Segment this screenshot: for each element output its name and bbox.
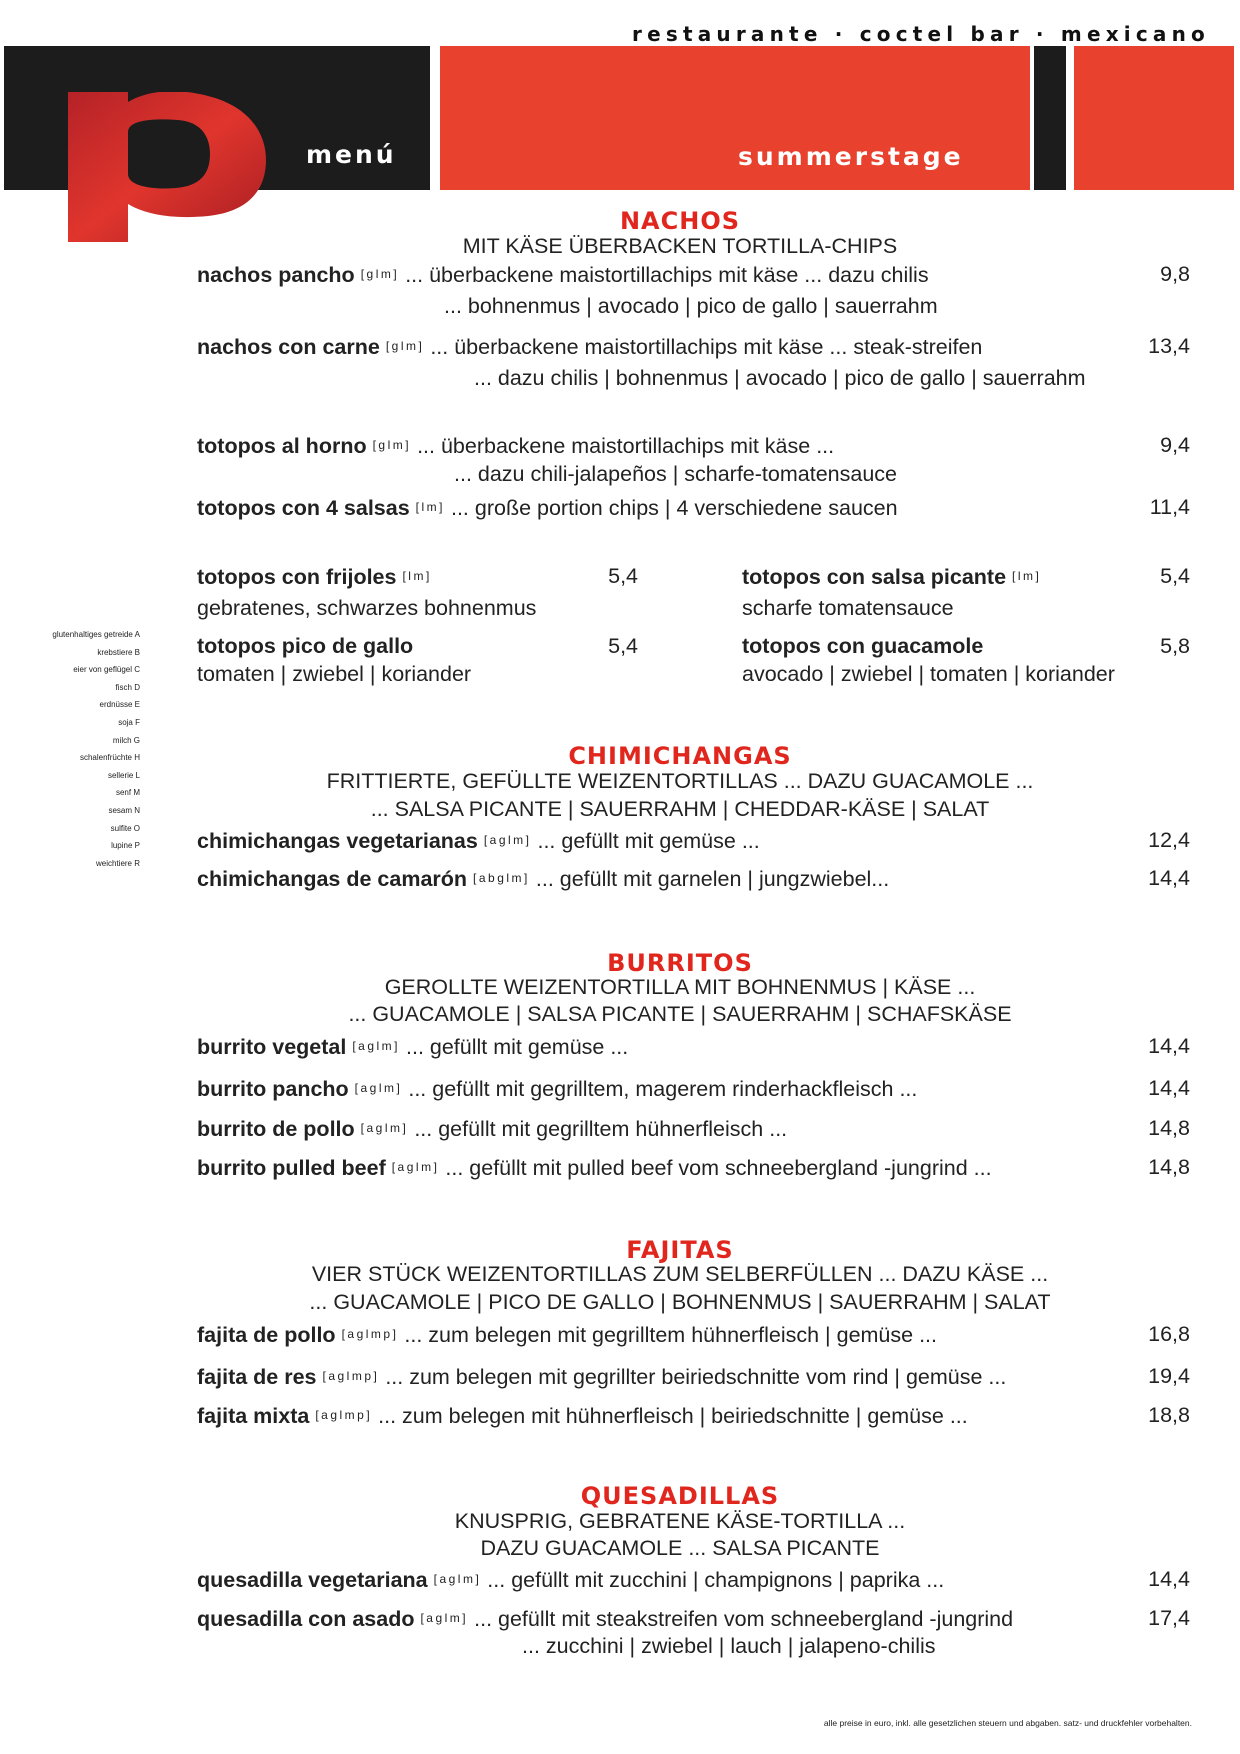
item-allergens: [aglmp]	[322, 1369, 380, 1383]
allergen-entry: soja F	[118, 717, 140, 727]
menu-item-burrito-pulled-beef	[197, 1154, 992, 1181]
section-title-fajitas: FAJITAS	[626, 1236, 734, 1264]
item-name: chimichangas de camarón	[197, 867, 468, 891]
item-description: ... gefüllt mit pulled beef vom schneebergland -jungrind ...	[445, 1156, 992, 1180]
item-description: ... zum belegen mit gegrilltem hühnerfleisch | gemüse ...	[404, 1323, 937, 1347]
item-price: 9,8	[1160, 262, 1190, 286]
item-price: 14,8	[1148, 1116, 1190, 1140]
menu-item-quesadilla-vegetariana	[197, 1566, 944, 1593]
section-title-nachos: NACHOS	[619, 207, 741, 235]
item-description: ... überbackene maistortillachips mit käse ...	[417, 434, 835, 458]
item-name: fajita mixta	[197, 1404, 310, 1428]
item-price: 12,4	[1148, 828, 1190, 852]
allergen-entry: glutenhaltiges getreide A	[52, 630, 140, 639]
item-price: 14,4	[1148, 1567, 1190, 1591]
allergen-entry: sesam N	[108, 805, 140, 815]
item-price: 13,4	[1148, 334, 1190, 358]
section-subtitle-chimichangas: FRITTIERTE, GEFÜLLTE WEIZENTORTILLAS ... DAZU GUACAMOLE ...	[326, 769, 1034, 793]
menu-item-totopos-con-frijoles	[197, 563, 432, 590]
item-allergens: [aglm]	[354, 1081, 403, 1095]
section-subtitle-fajitas: VIER STÜCK WEIZENTORTILLAS ZUM SELBERFÜLLEN ... DAZU KÄSE ...	[311, 1262, 1049, 1286]
menu-item-chimichangas-vegetarianas	[197, 827, 760, 854]
item-allergens: [glm]	[372, 438, 412, 452]
item-name: quesadilla con asado	[197, 1607, 415, 1631]
section-subtitle-fajitas-cont: ... GUACAMOLE | PICO DE GALLO | BOHNENMUS | SAUERRAHM | SALAT	[309, 1290, 1051, 1314]
allergen-entry: erdnüsse E	[99, 700, 140, 710]
item-description: ... überbackene maistortillachips mit käse ... dazu chilis	[405, 263, 929, 287]
item-description: ... gefüllt mit zucchini | champignons | paprika ...	[487, 1568, 945, 1592]
allergen-entry: fisch D	[115, 682, 140, 692]
allergen-entry: krebstiere B	[97, 647, 140, 657]
item-name: burrito de pollo	[197, 1117, 355, 1141]
section-title-chimichangas: CHIMICHANGAS	[568, 742, 792, 770]
menu-item-totopos-con-guacamole	[742, 633, 983, 659]
item-description-cont: ... dazu chilis | bohnenmus | avocado | pico de gallo | sauerrahm	[474, 366, 1086, 390]
item-allergens: [aglm]	[420, 1611, 469, 1625]
menu-item-burrito-de-pollo	[197, 1115, 787, 1142]
item-name: fajita de res	[197, 1365, 317, 1389]
item-name: nachos pancho	[197, 263, 355, 287]
item-allergens: [aglm]	[433, 1572, 482, 1586]
allergen-entry: schalenfrüchte H	[79, 753, 140, 763]
item-description-cont: ... zucchini | zwiebel | lauch | jalapeno-chilis	[522, 1634, 936, 1658]
header-band-red-right	[1074, 46, 1234, 190]
section-subtitle-burritos: GEROLLTE WEIZENTORTILLA MIT BOHNENMUS | KÄSE ...	[384, 975, 976, 999]
item-allergens: [glm]	[385, 339, 425, 353]
item-name: chimichangas vegetarianas	[197, 829, 478, 853]
item-allergens: [abglm]	[473, 871, 530, 885]
menu-item-totopos-con-salsa-picante	[742, 563, 1041, 590]
item-allergens: [aglm]	[391, 1160, 440, 1174]
item-price: 17,4	[1148, 1606, 1190, 1630]
item-description: ... zum belegen mit gegrillter beiriedschnitte vom rind | gemüse ...	[385, 1365, 1007, 1389]
menu-item-nachos-pancho	[197, 261, 929, 288]
menu-item-fajita-de-res	[197, 1363, 1006, 1390]
item-allergens: [aglm]	[352, 1039, 401, 1053]
item-description-cont: ... bohnenmus | avocado | pico de gallo | sauerrahm	[444, 294, 938, 318]
item-price: 16,8	[1148, 1322, 1190, 1346]
section-subtitle-quesadillas: KNUSPRIG, GEBRATENE KÄSE-TORTILLA ...	[454, 1509, 906, 1533]
item-description: tomaten | zwiebel | koriander	[197, 662, 472, 686]
section-title-quesadillas: QUESADILLAS	[580, 1482, 780, 1510]
item-description: ... gefüllt mit steakstreifen vom schneebergland -jungrind	[474, 1607, 1014, 1631]
item-description: ... zum belegen mit hühnerfleisch | beiriedschnitte | gemüse ...	[378, 1404, 968, 1428]
allergen-entry: milch G	[112, 735, 140, 745]
menu-item-fajita-mixta	[197, 1402, 968, 1429]
allergen-entry: weichtiere R	[95, 858, 140, 868]
item-price: 18,8	[1148, 1403, 1190, 1427]
item-allergens: [aglm]	[483, 833, 532, 847]
item-price: 14,8	[1148, 1155, 1190, 1179]
item-name: burrito pancho	[197, 1077, 349, 1101]
item-description: ... gefüllt mit gegrilltem, magerem rinderhackfleisch ...	[408, 1077, 918, 1101]
item-name: nachos con carne	[197, 335, 380, 359]
menu-item-burrito-pancho	[197, 1075, 917, 1102]
item-name: totopos con guacamole	[742, 634, 984, 658]
section-subtitle-chimichangas-cont: ... SALSA PICANTE | SAUERRAHM | CHEDDAR-KÄSE | SALAT	[370, 797, 990, 821]
item-name: fajita de pollo	[197, 1323, 336, 1347]
item-allergens: [lm]	[1012, 569, 1042, 583]
item-allergens: [aglmp]	[315, 1408, 373, 1422]
menu-item-quesadilla-con-asado	[197, 1605, 1013, 1632]
section-title-burritos: BURRITOS	[607, 949, 753, 977]
menu-item-totopos-al-horno	[197, 432, 834, 459]
allergen-entry: lupine P	[111, 841, 140, 851]
section-subtitle-quesadillas-cont: DAZU GUACAMOLE ... SALSA PICANTE	[480, 1536, 880, 1560]
item-description: avocado | zwiebel | tomaten | koriander	[742, 662, 1115, 686]
allergen-legend	[20, 626, 140, 872]
item-price: 5,8	[1160, 634, 1190, 658]
item-description: ... gefüllt mit gemüse ...	[406, 1035, 629, 1059]
item-description-cont: ... dazu chili-jalapeños | scharfe-tomatensauce	[454, 462, 897, 486]
allergen-entry: sellerie L	[107, 770, 140, 780]
item-price: 14,4	[1148, 1076, 1190, 1100]
header-band-divider	[1034, 46, 1066, 190]
item-description: ... gefüllt mit garnelen | jungzwiebel...	[535, 867, 890, 891]
item-allergens: [aglm]	[360, 1121, 409, 1135]
section-subtitle-burritos-cont: ... GUACAMOLE | SALSA PICANTE | SAUERRAHM | SCHAFSKÄSE	[348, 1002, 1012, 1026]
item-name: totopos con 4 salsas	[197, 496, 410, 520]
footer-disclaimer: alle preise in euro, inkl. alle gesetzlichen steuern und abgaben. satz- und druckfehler vorbehalten.	[823, 1718, 1192, 1728]
allergen-entry: sulfite O	[110, 823, 140, 833]
summerstage-label: summerstage	[738, 142, 964, 171]
item-description: scharfe tomatensauce	[742, 596, 954, 620]
item-description: ... gefüllt mit gegrilltem hühnerfleisch ...	[414, 1117, 788, 1141]
menu-item-fajita-de-pollo	[197, 1321, 937, 1348]
item-description: ... große portion chips | 4 verschiedene saucen	[450, 496, 898, 520]
allergen-entry: senf M	[115, 788, 140, 798]
item-description: gebratenes, schwarzes bohnenmus	[197, 596, 537, 620]
menu-label: menú	[306, 140, 397, 169]
item-allergens: [aglmp]	[341, 1327, 399, 1341]
item-price: 14,4	[1148, 866, 1190, 890]
item-name: burrito pulled beef	[197, 1156, 386, 1180]
menu-item-chimichangas-de-camaron	[197, 865, 889, 892]
item-price: 5,4	[608, 564, 638, 588]
restaurant-tagline: restaurante · coctel bar · mexicano	[632, 22, 1210, 46]
item-price: 5,4	[608, 634, 638, 658]
item-name: totopos con frijoles	[197, 565, 397, 589]
item-price: 19,4	[1148, 1364, 1190, 1388]
item-name: totopos al horno	[197, 434, 367, 458]
menu-item-burrito-vegetal	[197, 1033, 628, 1060]
allergen-entry: eier von geflügel C	[73, 665, 140, 675]
menu-item-nachos-con-carne	[197, 333, 982, 360]
item-allergens: [lm]	[415, 500, 445, 514]
item-name: burrito vegetal	[197, 1035, 347, 1059]
item-description: ... gefüllt mit gemüse ...	[537, 829, 760, 853]
item-price: 11,4	[1149, 495, 1190, 519]
item-name: quesadilla vegetariana	[197, 1568, 428, 1592]
item-allergens: [lm]	[402, 569, 432, 583]
item-allergens: [glm]	[360, 267, 400, 281]
section-subtitle-nachos: MIT KÄSE ÜBERBACKEN TORTILLA-CHIPS	[462, 234, 898, 258]
item-description: ... überbackene maistortillachips mit käse ... steak-streifen	[430, 335, 983, 359]
item-name: totopos pico de gallo	[197, 634, 414, 658]
menu-item-totopos-con-4-salsas	[197, 494, 898, 521]
item-price: 9,4	[1160, 433, 1190, 457]
item-name: totopos con salsa picante	[742, 565, 1007, 589]
menu-item-totopos-pico-de-gallo	[197, 633, 413, 659]
item-price: 14,4	[1148, 1034, 1190, 1058]
item-price: 5,4	[1160, 564, 1190, 588]
